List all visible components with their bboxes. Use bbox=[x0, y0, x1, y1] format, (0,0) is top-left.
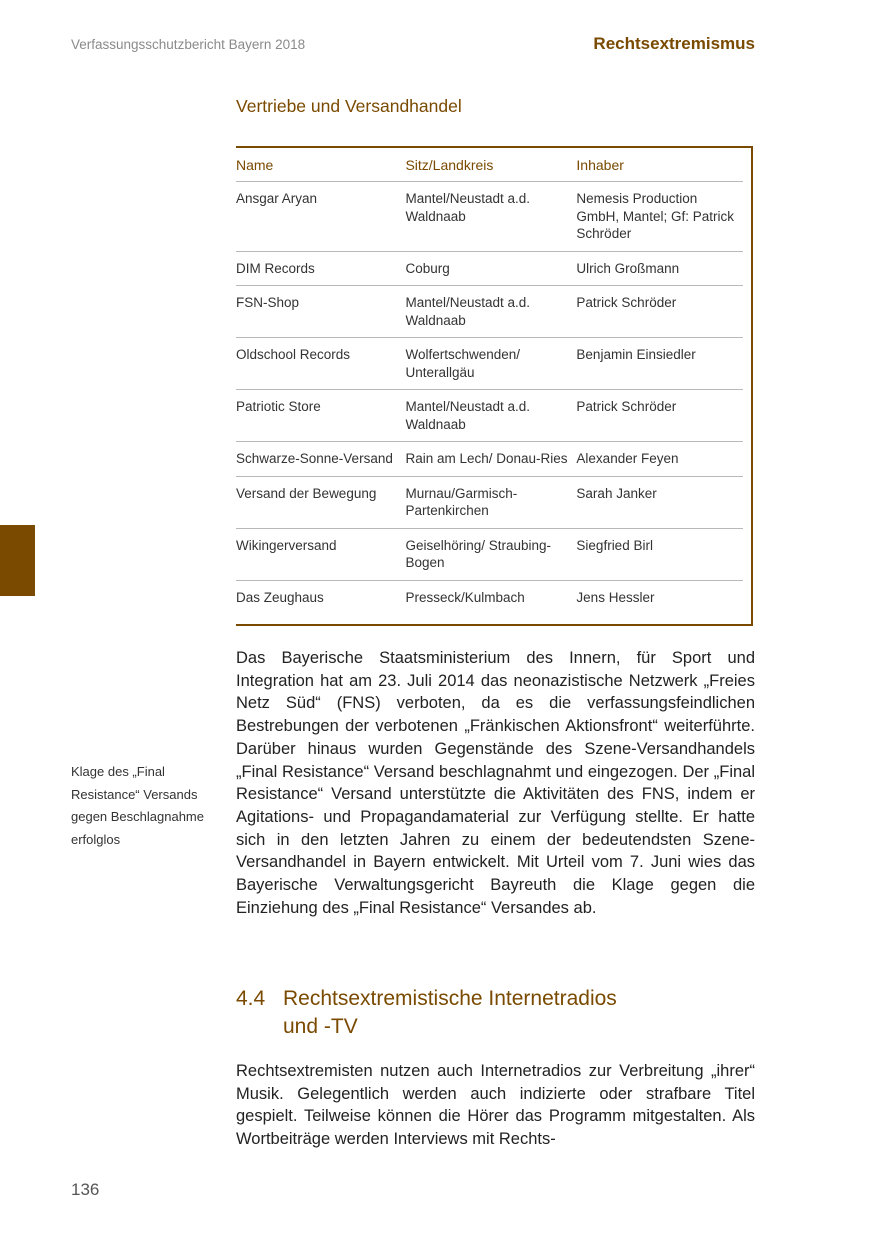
table-row bbox=[236, 442, 743, 477]
paragraph-internet-radio: Rechtsextremisten nutzen auch Internetradios zur Verbreitung „ihrer“ Musik. Gelegentlich werden auch indizierte oder strafbare Titel gespielt. Teilweise können die Hörer das Programm mitgestalten. Als Wortbeiträge werden Interviews mit Rechts- bbox=[236, 1062, 755, 1149]
cell-location: Wolfertschwenden/ Unterallgäu bbox=[405, 338, 576, 390]
table-row bbox=[236, 580, 743, 614]
table-header-row bbox=[236, 148, 743, 182]
heading-number: 4.4 bbox=[236, 987, 266, 1010]
cell-owner: Patrick Schröder bbox=[576, 390, 743, 442]
heading-line-2: und -TV bbox=[283, 1015, 358, 1038]
cell-owner: Patrick Schröder bbox=[576, 286, 743, 338]
distributors-table bbox=[236, 148, 743, 614]
cell-name: DIM Records bbox=[236, 251, 405, 286]
cell-location: Presseck/Kulmbach bbox=[405, 589, 525, 605]
cell-location: Mantel/Neustadt a.d. Waldnaab bbox=[405, 182, 576, 252]
table-row bbox=[236, 182, 743, 252]
table-body bbox=[236, 182, 743, 615]
table-row bbox=[236, 390, 743, 442]
cell-owner: Jens Hessler bbox=[576, 589, 655, 605]
paragraph-fns-ban: Das Bayerische Staatsministerium des Innern, für Sport und Integration hat am 23. Juli 2014 das neonazistische Netzwerk „Freies Netz Süd“ (FNS) verboten, da es die verfassungsfeindlichen Bestrebungen der verbotenen „Fränkischen Aktionsfront“ weiterführte. Darüber hinaus wurden Gegenstände des Szene-Versandhandels „Final Resistance“ Versand beschlagnahmt und eingezogen. Der „Final Resistance“ Versand unterstützte die Aktivitäten des FNS, indem er Agitations- und Propagandamaterial zur Verfügung stellte. Er hatte sich in den letzten Jahren zu einem der bedeutendsten Szene-Versandhandel in Bayern entwickelt. Mit Urteil vom 7. Juni wies das Bayerische Verwaltungsgericht Bayreuth die Klage gegen die Einziehung des „Final Resistance“ Versandes ab. bbox=[236, 649, 755, 917]
table-row bbox=[236, 338, 743, 390]
table-row bbox=[236, 528, 743, 580]
margin-note: Klage des „Final Resistance“ Versands gegen Beschlagnahme erfolglos bbox=[71, 764, 204, 847]
cell-name: Ansgar Aryan bbox=[236, 182, 405, 252]
column-header-owner: Inhaber bbox=[576, 148, 743, 182]
cell-location: Murnau/Garmisch-Partenkirchen bbox=[405, 476, 576, 528]
heading-line-1: Rechtsextremistische Internetradios bbox=[283, 987, 617, 1010]
cell-name: Das Zeughaus bbox=[236, 589, 324, 605]
chapter-side-tab bbox=[0, 525, 35, 596]
cell-name: Schwarze-Sonne-Versand bbox=[236, 442, 405, 477]
cell-location: Rain am Lech/ Donau-Ries bbox=[405, 442, 576, 477]
section-heading-4-4 bbox=[236, 985, 617, 1041]
running-header-title: Verfassungsschutzbericht Bayern 2018 bbox=[71, 37, 306, 52]
cell-name: Oldschool Records bbox=[236, 338, 405, 390]
cell-name: FSN-Shop bbox=[236, 286, 405, 338]
running-header-chapter: Rechtsextremismus bbox=[593, 34, 755, 53]
cell-owner: Siegfried Birl bbox=[576, 528, 743, 580]
table-row bbox=[236, 476, 743, 528]
cell-owner: Ulrich Großmann bbox=[576, 251, 743, 286]
cell-name: Patriotic Store bbox=[236, 390, 405, 442]
cell-owner: Benjamin Einsiedler bbox=[576, 338, 743, 390]
section-title: Vertriebe und Versandhandel bbox=[236, 96, 462, 116]
cell-owner: Nemesis Production GmbH, Mantel; Gf: Patrick Schröder bbox=[576, 182, 743, 252]
cell-location: Mantel/Neustadt a.d. Waldnaab bbox=[405, 286, 576, 338]
cell-location: Coburg bbox=[405, 251, 576, 286]
table-row bbox=[236, 286, 743, 338]
distributors-table-frame bbox=[236, 146, 753, 626]
page-number: 136 bbox=[71, 1180, 100, 1199]
cell-name: Wikingerversand bbox=[236, 528, 405, 580]
column-header-location: Sitz/Landkreis bbox=[405, 148, 576, 182]
cell-location: Mantel/Neustadt a.d. Waldnaab bbox=[405, 390, 576, 442]
cell-location: Geiselhöring/ Straubing-Bogen bbox=[405, 528, 576, 580]
cell-name: Versand der Bewegung bbox=[236, 476, 405, 528]
column-header-name: Name bbox=[236, 148, 405, 182]
table-row bbox=[236, 251, 743, 286]
cell-owner: Alexander Feyen bbox=[576, 442, 743, 477]
cell-owner: Sarah Janker bbox=[576, 476, 743, 528]
